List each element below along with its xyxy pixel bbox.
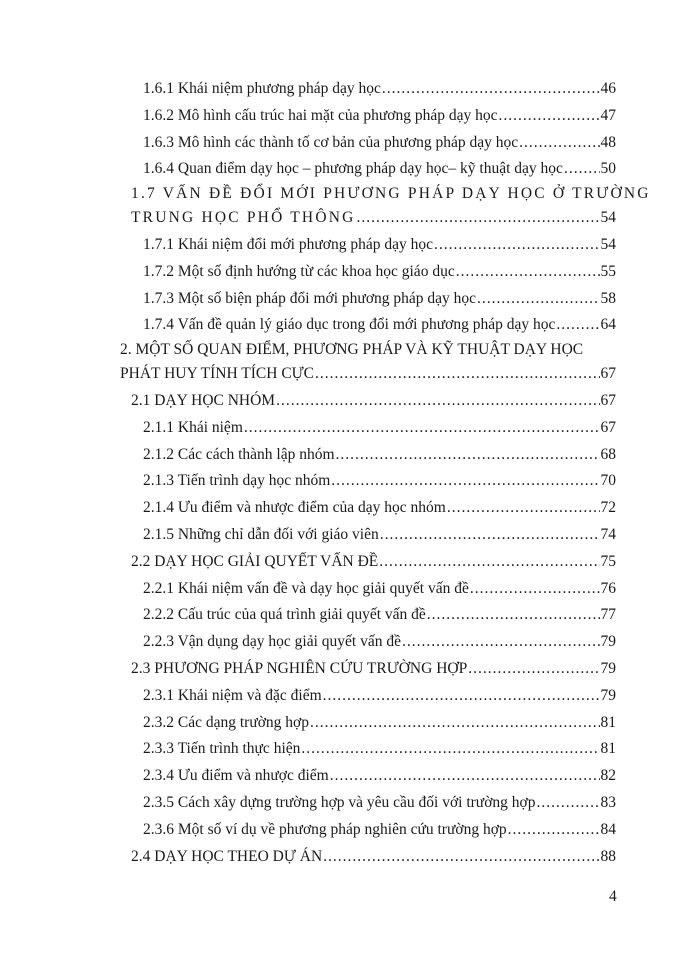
toc-entry-page: 77 <box>600 606 616 624</box>
toc-entry[interactable] <box>0 656 616 683</box>
dot-leader <box>477 286 599 313</box>
toc-entry[interactable] <box>0 683 616 710</box>
dot-leader <box>301 736 599 763</box>
toc-entry-page: 48 <box>600 133 616 151</box>
dot-leader <box>456 259 600 286</box>
toc-entry-page: 64 <box>600 316 616 334</box>
toc-entry-page: 74 <box>600 525 616 543</box>
toc-entry[interactable] <box>0 710 616 737</box>
toc-entry-page: 75 <box>600 552 616 570</box>
dot-leader <box>434 232 600 259</box>
toc-entry[interactable] <box>0 312 616 339</box>
toc-entry-title: 1.7.2 Một số định hướng từ các khoa học giáo dục <box>143 262 455 280</box>
toc-entry-title: 2.3.3 Tiến trình thực hiện <box>143 740 301 758</box>
toc-entry[interactable] <box>0 442 616 469</box>
toc-entry[interactable] <box>0 259 616 286</box>
table-of-contents <box>0 76 700 870</box>
toc-entry[interactable] <box>0 156 616 183</box>
toc-entry[interactable] <box>0 576 616 603</box>
toc-entry-page: 50 <box>600 160 616 178</box>
toc-entry-title: 2.1 DẠY HỌC NHÓM <box>131 391 276 409</box>
toc-entry-page: 55 <box>600 262 616 280</box>
dot-leader <box>468 656 599 683</box>
toc-entry[interactable] <box>0 736 616 763</box>
toc-entry-title: 1.6.2 Mô hình cấu trúc hai mặt của phương pháp dạy học <box>143 106 498 124</box>
toc-entry-page: 67 <box>600 365 616 383</box>
toc-entry-page: 83 <box>600 793 616 811</box>
toc-entry[interactable] <box>0 495 616 522</box>
toc-entry-page: 72 <box>600 499 616 517</box>
dot-leader <box>470 576 600 603</box>
dot-leader <box>536 790 599 817</box>
toc-entry-page: 68 <box>600 445 616 463</box>
toc-entry[interactable] <box>0 522 616 549</box>
dot-leader <box>499 103 600 130</box>
toc-entry-title: 2.3.4 Ưu điểm và nhược điểm <box>143 767 329 785</box>
toc-entry-title: TRUNG HỌC PHỔ THÔNG <box>131 209 356 227</box>
toc-entry[interactable] <box>0 130 616 157</box>
toc-entry-title: 1.6.3 Mô hình các thành tố cơ bản của phương pháp dạy học <box>143 133 519 151</box>
toc-entry[interactable] <box>0 763 616 790</box>
toc-entry-title: 2.3.2 Các dạng trường hợp <box>143 713 309 731</box>
dot-leader <box>315 361 599 388</box>
dot-leader <box>427 602 600 629</box>
toc-entry-page: 82 <box>600 767 616 785</box>
dot-leader <box>310 710 600 737</box>
dot-leader <box>402 629 600 656</box>
dot-leader <box>336 442 600 469</box>
dot-leader <box>276 388 599 415</box>
toc-entry-title: 1.6.4 Quan điểm dạy học – phương pháp dạy học– kỹ thuật dạy học <box>143 160 563 178</box>
dot-leader <box>330 763 600 790</box>
toc-entry-title: 1.7 VẤN ĐỀ ĐỔI MỚI PHƯƠNG PHÁP DẠY HỌC Ở TRƯỜNG <box>131 185 651 203</box>
toc-entry-page: 81 <box>600 740 616 758</box>
toc-entry-page: 70 <box>600 472 616 490</box>
toc-entry-page: 79 <box>600 633 616 651</box>
toc-entry-title: 2.1.2 Các cách thành lập nhóm <box>143 445 335 463</box>
toc-entry-title: 2.1.1 Khái niệm <box>143 418 243 436</box>
toc-entry-title: 2.3.5 Cách xây dựng trường hợp và yêu cầu đối với trường hợp <box>143 793 536 811</box>
toc-entry-page: 47 <box>600 106 616 124</box>
toc-entry-title: 2.2.3 Vận dụng dạy học giải quyết vấn đề <box>143 633 401 651</box>
toc-entry[interactable] <box>0 629 616 656</box>
toc-entry[interactable] <box>0 468 616 495</box>
toc-entry-title: 2.1.3 Tiến trình dạy học nhóm <box>143 472 331 490</box>
toc-entry[interactable] <box>0 602 616 629</box>
toc-entry-page: 79 <box>600 659 616 677</box>
dot-leader <box>382 76 600 103</box>
toc-entry[interactable] <box>0 205 616 232</box>
toc-entry-page: 58 <box>600 289 616 307</box>
toc-entry-title: 1.6.1 Khái niệm phương pháp dạy học <box>143 80 381 97</box>
dot-leader <box>564 156 600 183</box>
dot-leader <box>380 522 600 549</box>
dot-leader <box>331 468 599 495</box>
toc-entry[interactable] <box>0 103 616 130</box>
dot-leader <box>519 130 599 157</box>
toc-entry-page: 84 <box>600 820 616 838</box>
dot-leader <box>447 495 600 522</box>
page-number: 4 <box>609 888 617 905</box>
toc-entry[interactable] <box>0 844 616 871</box>
toc-entry-page: 54 <box>600 209 616 227</box>
toc-entry-title: 2.1.5 Những chỉ dẫn đối với giáo viên <box>143 525 379 543</box>
toc-entry-heading-line[interactable] <box>0 339 616 361</box>
dot-leader <box>357 205 600 232</box>
dot-leader <box>323 683 600 710</box>
toc-entry[interactable] <box>0 415 616 442</box>
toc-entry-title: PHÁT HUY TÍNH TÍCH CỰC <box>120 365 315 383</box>
toc-entry-page: 79 <box>600 686 616 704</box>
toc-entry[interactable] <box>0 232 616 259</box>
toc-entry[interactable] <box>0 76 616 103</box>
toc-entry-title: 2.2.1 Khái niệm vấn đề và dạy học giải quyết vấn đề <box>143 579 469 597</box>
toc-entry-title: 1.7.1 Khái niệm đổi mới phương pháp dạy học <box>143 235 433 253</box>
toc-entry-page: 81 <box>600 713 616 731</box>
toc-entry-title: 2.1.4 Ưu điểm và nhược điểm của dạy học nhóm <box>143 499 446 517</box>
dot-leader <box>379 549 599 576</box>
toc-entry-title: 2.3 PHƯƠNG PHÁP NGHIÊN CỨU TRƯỜNG HỢP <box>131 659 468 677</box>
toc-entry-title: 2.2.2 Cấu trúc của quá trình giải quyết vấn đề <box>143 606 426 624</box>
toc-entry-title: 2.2 DẠY HỌC GIẢI QUYẾT VẤN ĐỀ <box>131 552 379 570</box>
toc-entry[interactable] <box>0 549 616 576</box>
toc-entry-title: 1.7.3 Một số biện pháp đổi mới phương pháp dạy học <box>143 289 477 307</box>
toc-entry[interactable] <box>0 790 616 817</box>
toc-entry[interactable] <box>0 817 616 844</box>
toc-entry-page: 88 <box>600 847 616 865</box>
toc-entry-title: 2.3.1 Khái niệm và đặc điểm <box>143 686 322 704</box>
toc-entry-page: 54 <box>600 235 616 253</box>
toc-entry-title: 2. MỘT SỐ QUAN ĐIỂM, PHƯƠNG PHÁP VÀ KỸ THUẬT DẠY HỌC <box>120 341 584 359</box>
dot-leader <box>508 817 600 844</box>
toc-entry-title: 2.3.6 Một số ví dụ về phương pháp nghiên cứu trường hợp <box>143 820 507 838</box>
toc-entry-page: 67 <box>600 418 616 436</box>
toc-entry-page: 67 <box>600 391 616 409</box>
toc-entry-title: 1.7.4 Vấn đề quản lý giáo dục trong đổi mới phương pháp dạy học <box>143 316 556 334</box>
dot-leader <box>556 312 599 339</box>
dot-leader <box>323 844 599 871</box>
dot-leader <box>244 415 600 442</box>
toc-entry[interactable] <box>0 286 616 313</box>
toc-entry-page: 76 <box>600 579 616 597</box>
toc-entry-page: 46 <box>600 80 616 97</box>
toc-entry[interactable] <box>0 388 616 415</box>
toc-entry-title: 2.4 DẠY HỌC THEO DỰ ÁN <box>131 847 323 865</box>
toc-entry[interactable] <box>0 361 616 388</box>
toc-entry-heading-line[interactable] <box>0 183 651 205</box>
